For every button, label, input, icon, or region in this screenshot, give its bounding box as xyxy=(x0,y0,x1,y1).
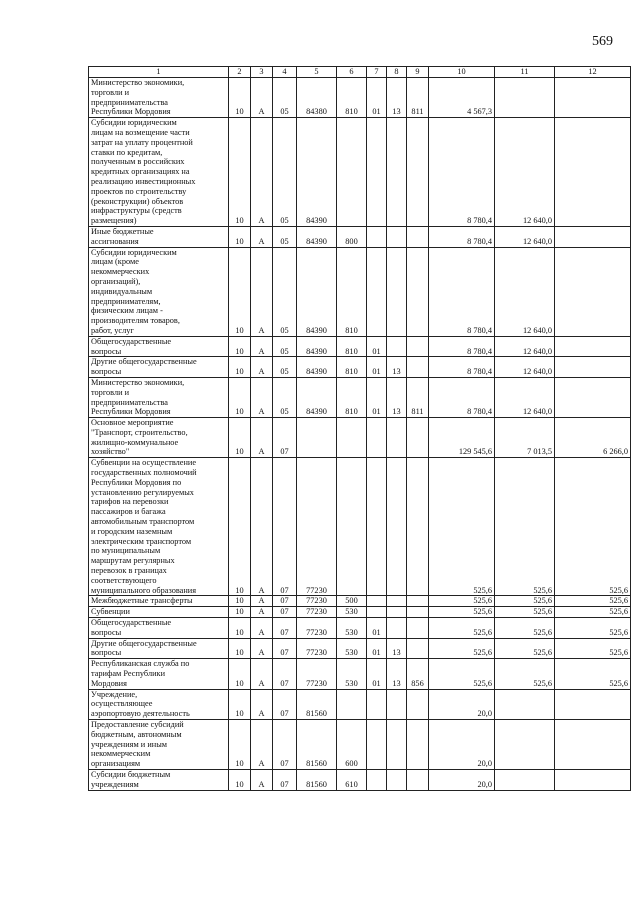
col-2-cell: 10 xyxy=(229,247,251,336)
col-3-cell: А xyxy=(251,78,273,118)
amount-11-cell: 12 640,0 xyxy=(495,336,555,357)
col-9-cell xyxy=(407,118,429,227)
col-7-cell: 01 xyxy=(367,357,387,378)
amount-11-cell: 525,6 xyxy=(495,596,555,607)
col-9-cell xyxy=(407,689,429,719)
table-row xyxy=(89,377,631,417)
col-9-cell xyxy=(407,618,429,639)
amount-12-cell xyxy=(555,689,631,719)
col-6-cell: 810 xyxy=(337,357,367,378)
col-5-cell xyxy=(297,418,337,458)
col-9-cell xyxy=(407,638,429,659)
amount-12-cell: 525,6 xyxy=(555,638,631,659)
col-5-cell: 81560 xyxy=(297,720,337,770)
col-6-cell xyxy=(337,418,367,458)
amount-10-cell: 8 780,4 xyxy=(429,247,495,336)
col-7-cell xyxy=(367,418,387,458)
col-3-cell: А xyxy=(251,458,273,596)
item-name-cell: Субсидии юридическим лицам на возмещение части затрат на уплату процентной ставки по кредитам, полученным в российских кредитных организациях на реализацию инвестиционных проектов по строительству (реконструкции) объектов инфраструктуры (средств размещения) xyxy=(89,118,229,227)
amount-11-cell xyxy=(495,720,555,770)
column-header: 12 xyxy=(555,67,631,78)
col-9-cell: 811 xyxy=(407,78,429,118)
col-8-cell xyxy=(387,607,407,618)
amount-10-cell: 525,6 xyxy=(429,618,495,639)
col-3-cell: А xyxy=(251,377,273,417)
col-6-cell: 800 xyxy=(337,226,367,247)
col-8-cell xyxy=(387,618,407,639)
col-6-cell xyxy=(337,689,367,719)
col-9-cell xyxy=(407,247,429,336)
amount-10-cell: 8 780,4 xyxy=(429,377,495,417)
col-3-cell: А xyxy=(251,618,273,639)
col-7-cell xyxy=(367,689,387,719)
col-7-cell xyxy=(367,720,387,770)
amount-12-cell xyxy=(555,769,631,790)
col-5-cell: 84390 xyxy=(297,226,337,247)
col-2-cell: 10 xyxy=(229,618,251,639)
item-name-cell: Общегосударственные вопросы xyxy=(89,336,229,357)
col-2-cell: 10 xyxy=(229,458,251,596)
table-row xyxy=(89,357,631,378)
item-name-cell: Субсидии юридическим лицам (кроме некоммерческих организаций), индивидуальным предпринимателям, физическим лицам - производителям товаров, работ, услуг xyxy=(89,247,229,336)
col-7-cell: 01 xyxy=(367,659,387,689)
col-4-cell: 07 xyxy=(273,638,297,659)
col-8-cell: 13 xyxy=(387,638,407,659)
col-8-cell xyxy=(387,596,407,607)
col-4-cell: 07 xyxy=(273,720,297,770)
table-row xyxy=(89,769,631,790)
table-body xyxy=(89,78,631,791)
col-4-cell: 07 xyxy=(273,596,297,607)
col-3-cell: А xyxy=(251,118,273,227)
amount-10-cell: 4 567,3 xyxy=(429,78,495,118)
item-name-cell: Республиканская служба по тарифам Республики Мордовия xyxy=(89,659,229,689)
col-6-cell: 810 xyxy=(337,377,367,417)
amount-10-cell: 20,0 xyxy=(429,689,495,719)
column-header: 11 xyxy=(495,67,555,78)
col-8-cell xyxy=(387,418,407,458)
col-8-cell xyxy=(387,689,407,719)
amount-10-cell: 8 780,4 xyxy=(429,118,495,227)
table-row xyxy=(89,226,631,247)
amount-10-cell: 129 545,6 xyxy=(429,418,495,458)
col-3-cell: А xyxy=(251,659,273,689)
col-9-cell xyxy=(407,357,429,378)
col-8-cell xyxy=(387,118,407,227)
col-3-cell: А xyxy=(251,226,273,247)
col-9-cell xyxy=(407,336,429,357)
col-4-cell: 05 xyxy=(273,118,297,227)
col-6-cell: 530 xyxy=(337,659,367,689)
amount-10-cell: 525,6 xyxy=(429,596,495,607)
col-2-cell: 10 xyxy=(229,118,251,227)
item-name-cell: Субвенции xyxy=(89,607,229,618)
amount-11-cell xyxy=(495,689,555,719)
col-6-cell: 530 xyxy=(337,618,367,639)
col-3-cell: А xyxy=(251,596,273,607)
col-4-cell: 05 xyxy=(273,336,297,357)
column-header: 5 xyxy=(297,67,337,78)
amount-11-cell: 12 640,0 xyxy=(495,357,555,378)
col-5-cell: 84380 xyxy=(297,78,337,118)
col-5-cell: 77230 xyxy=(297,596,337,607)
col-9-cell xyxy=(407,720,429,770)
col-3-cell: А xyxy=(251,607,273,618)
col-6-cell: 600 xyxy=(337,720,367,770)
amount-10-cell: 525,6 xyxy=(429,607,495,618)
col-6-cell: 810 xyxy=(337,336,367,357)
col-2-cell: 10 xyxy=(229,769,251,790)
col-2-cell: 10 xyxy=(229,226,251,247)
amount-11-cell: 12 640,0 xyxy=(495,226,555,247)
col-5-cell: 77230 xyxy=(297,618,337,639)
amount-11-cell: 525,6 xyxy=(495,638,555,659)
col-2-cell: 10 xyxy=(229,357,251,378)
budget-table xyxy=(88,66,631,791)
col-5-cell: 84390 xyxy=(297,118,337,227)
amount-12-cell: 525,6 xyxy=(555,596,631,607)
table-row xyxy=(89,596,631,607)
amount-12-cell xyxy=(555,720,631,770)
col-6-cell: 610 xyxy=(337,769,367,790)
amount-12-cell xyxy=(555,78,631,118)
amount-12-cell: 525,6 xyxy=(555,659,631,689)
col-2-cell: 10 xyxy=(229,78,251,118)
col-4-cell: 07 xyxy=(273,607,297,618)
table-row xyxy=(89,659,631,689)
col-7-cell xyxy=(367,458,387,596)
col-3-cell: А xyxy=(251,247,273,336)
col-8-cell xyxy=(387,336,407,357)
col-3-cell: А xyxy=(251,769,273,790)
col-4-cell: 05 xyxy=(273,226,297,247)
col-6-cell: 530 xyxy=(337,638,367,659)
col-7-cell xyxy=(367,607,387,618)
amount-11-cell xyxy=(495,78,555,118)
amount-11-cell xyxy=(495,769,555,790)
col-5-cell: 77230 xyxy=(297,607,337,618)
col-4-cell: 05 xyxy=(273,247,297,336)
column-header: 6 xyxy=(337,67,367,78)
col-5-cell: 84390 xyxy=(297,357,337,378)
col-4-cell: 07 xyxy=(273,769,297,790)
table-row xyxy=(89,118,631,227)
col-6-cell: 530 xyxy=(337,607,367,618)
col-9-cell xyxy=(407,418,429,458)
col-5-cell: 84390 xyxy=(297,336,337,357)
col-2-cell: 10 xyxy=(229,607,251,618)
table-row xyxy=(89,618,631,639)
col-4-cell: 07 xyxy=(273,659,297,689)
table-row xyxy=(89,638,631,659)
amount-11-cell: 12 640,0 xyxy=(495,247,555,336)
col-5-cell: 81560 xyxy=(297,689,337,719)
amount-12-cell: 525,6 xyxy=(555,607,631,618)
col-7-cell xyxy=(367,247,387,336)
col-8-cell xyxy=(387,247,407,336)
amount-12-cell xyxy=(555,247,631,336)
col-6-cell: 500 xyxy=(337,596,367,607)
item-name-cell: Министерство экономики, торговли и предпринимательства Республики Мордовия xyxy=(89,377,229,417)
col-2-cell: 10 xyxy=(229,336,251,357)
col-2-cell: 10 xyxy=(229,596,251,607)
col-2-cell: 10 xyxy=(229,720,251,770)
item-name-cell: Другие общегосударственные вопросы xyxy=(89,638,229,659)
column-header: 3 xyxy=(251,67,273,78)
table-row xyxy=(89,458,631,596)
col-8-cell xyxy=(387,458,407,596)
col-8-cell: 13 xyxy=(387,377,407,417)
col-5-cell: 77230 xyxy=(297,638,337,659)
amount-11-cell: 525,6 xyxy=(495,659,555,689)
col-7-cell: 01 xyxy=(367,638,387,659)
table-row xyxy=(89,418,631,458)
table-row xyxy=(89,607,631,618)
table-row xyxy=(89,247,631,336)
col-7-cell xyxy=(367,596,387,607)
col-3-cell: А xyxy=(251,720,273,770)
amount-10-cell: 525,6 xyxy=(429,638,495,659)
col-2-cell: 10 xyxy=(229,689,251,719)
col-6-cell xyxy=(337,118,367,227)
amount-12-cell xyxy=(555,377,631,417)
column-header: 4 xyxy=(273,67,297,78)
amount-12-cell xyxy=(555,336,631,357)
col-5-cell: 77230 xyxy=(297,458,337,596)
item-name-cell: Другие общегосударственные вопросы xyxy=(89,357,229,378)
amount-11-cell: 7 013,5 xyxy=(495,418,555,458)
amount-12-cell: 525,6 xyxy=(555,458,631,596)
column-header: 9 xyxy=(407,67,429,78)
col-7-cell: 01 xyxy=(367,377,387,417)
header-row xyxy=(89,67,631,78)
table-row xyxy=(89,720,631,770)
col-5-cell: 84390 xyxy=(297,247,337,336)
amount-12-cell xyxy=(555,226,631,247)
col-4-cell: 07 xyxy=(273,418,297,458)
table-row xyxy=(89,689,631,719)
col-9-cell xyxy=(407,226,429,247)
col-2-cell: 10 xyxy=(229,377,251,417)
col-8-cell: 13 xyxy=(387,357,407,378)
col-2-cell: 10 xyxy=(229,418,251,458)
col-4-cell: 05 xyxy=(273,357,297,378)
col-9-cell: 856 xyxy=(407,659,429,689)
amount-10-cell: 8 780,4 xyxy=(429,357,495,378)
col-9-cell xyxy=(407,769,429,790)
col-7-cell xyxy=(367,118,387,227)
amount-12-cell xyxy=(555,357,631,378)
col-8-cell xyxy=(387,226,407,247)
col-8-cell xyxy=(387,769,407,790)
col-3-cell: А xyxy=(251,336,273,357)
amount-10-cell: 20,0 xyxy=(429,769,495,790)
col-4-cell: 05 xyxy=(273,78,297,118)
amount-10-cell: 525,6 xyxy=(429,458,495,596)
col-5-cell: 77230 xyxy=(297,659,337,689)
col-4-cell: 05 xyxy=(273,377,297,417)
col-7-cell: 01 xyxy=(367,336,387,357)
col-6-cell xyxy=(337,458,367,596)
table-row xyxy=(89,336,631,357)
amount-10-cell: 8 780,4 xyxy=(429,226,495,247)
col-7-cell: 01 xyxy=(367,618,387,639)
item-name-cell: Основное мероприятие "Транспорт, строительство, жилищно-коммунальное хозяйство" xyxy=(89,418,229,458)
amount-11-cell: 12 640,0 xyxy=(495,118,555,227)
column-header: 1 xyxy=(89,67,229,78)
item-name-cell: Субвенции на осуществление государственных полномочий Республики Мордовия по установлению регулируемых тарифов на перевозки пассажиров и багажа автомобильным транспортом и городским наземным электрическим транспортом по муниципальным маршрутам регулярных перевозок в границах соответствующего муниципального образования xyxy=(89,458,229,596)
amount-12-cell xyxy=(555,118,631,227)
col-8-cell xyxy=(387,720,407,770)
col-3-cell: А xyxy=(251,689,273,719)
column-header: 7 xyxy=(367,67,387,78)
amount-11-cell: 525,6 xyxy=(495,618,555,639)
column-header: 2 xyxy=(229,67,251,78)
amount-11-cell: 12 640,0 xyxy=(495,377,555,417)
col-3-cell: А xyxy=(251,638,273,659)
col-9-cell: 811 xyxy=(407,377,429,417)
amount-11-cell: 525,6 xyxy=(495,607,555,618)
col-2-cell: 10 xyxy=(229,659,251,689)
col-4-cell: 07 xyxy=(273,618,297,639)
col-7-cell xyxy=(367,226,387,247)
item-name-cell: Субсидии бюджетным учреждениям xyxy=(89,769,229,790)
amount-10-cell: 8 780,4 xyxy=(429,336,495,357)
col-5-cell: 81560 xyxy=(297,769,337,790)
column-header: 8 xyxy=(387,67,407,78)
item-name-cell: Межбюджетные трансферты xyxy=(89,596,229,607)
amount-12-cell: 6 266,0 xyxy=(555,418,631,458)
col-3-cell: А xyxy=(251,418,273,458)
col-6-cell: 810 xyxy=(337,78,367,118)
col-8-cell: 13 xyxy=(387,78,407,118)
col-3-cell: А xyxy=(251,357,273,378)
table-row xyxy=(89,78,631,118)
col-9-cell xyxy=(407,596,429,607)
col-7-cell: 01 xyxy=(367,78,387,118)
item-name-cell: Министерство экономики, торговли и предпринимательства Республики Мордовия xyxy=(89,78,229,118)
item-name-cell: Общегосударственные вопросы xyxy=(89,618,229,639)
amount-10-cell: 20,0 xyxy=(429,720,495,770)
col-6-cell: 810 xyxy=(337,247,367,336)
item-name-cell: Учреждение, осуществляющее аэропортовую деятельность xyxy=(89,689,229,719)
amount-11-cell: 525,6 xyxy=(495,458,555,596)
col-7-cell xyxy=(367,769,387,790)
item-name-cell: Иные бюджетные ассигнования xyxy=(89,226,229,247)
col-2-cell: 10 xyxy=(229,638,251,659)
page-number: 569 xyxy=(592,34,613,49)
col-8-cell: 13 xyxy=(387,659,407,689)
col-5-cell: 84390 xyxy=(297,377,337,417)
column-header: 10 xyxy=(429,67,495,78)
col-4-cell: 07 xyxy=(273,458,297,596)
col-9-cell xyxy=(407,458,429,596)
col-4-cell: 07 xyxy=(273,689,297,719)
col-9-cell xyxy=(407,607,429,618)
amount-10-cell: 525,6 xyxy=(429,659,495,689)
amount-12-cell: 525,6 xyxy=(555,618,631,639)
item-name-cell: Предоставление субсидий бюджетным, автономным учреждениям и иным некоммерческим организациям xyxy=(89,720,229,770)
